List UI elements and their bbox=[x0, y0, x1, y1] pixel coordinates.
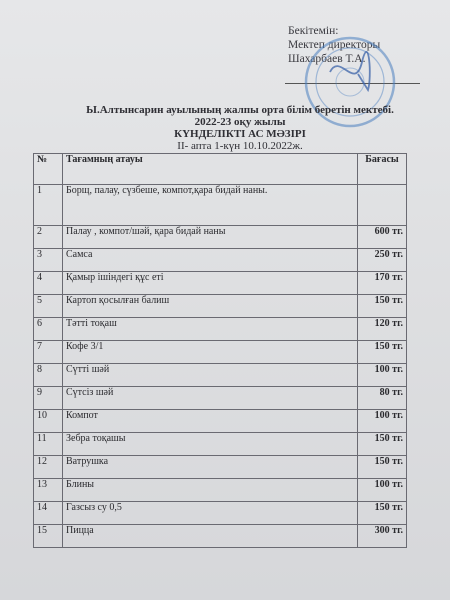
menu-table-body bbox=[34, 185, 407, 548]
table-row bbox=[34, 364, 407, 387]
dish-name: Қамыр ішіндегі құс еті bbox=[63, 272, 358, 295]
table-row bbox=[34, 456, 407, 479]
row-number: 1 bbox=[34, 185, 63, 226]
dish-name: Зебра тоқашы bbox=[63, 433, 358, 456]
row-number: 10 bbox=[34, 410, 63, 433]
dish-name: Картоп қосылған балиш bbox=[63, 295, 358, 318]
academic-year: 2022-23 оқу жылы bbox=[194, 116, 286, 128]
row-number: 14 bbox=[34, 502, 63, 525]
table-row bbox=[34, 479, 407, 502]
dish-price: 150 тг. bbox=[358, 295, 407, 318]
dish-price: 150 тг. bbox=[358, 341, 407, 364]
approval-label: Бекітемін: bbox=[288, 25, 339, 37]
table-row bbox=[34, 341, 407, 364]
menu-subtitle: ІІ- апта 1-күн 10.10.2022ж. bbox=[177, 140, 303, 152]
dish-price: 100 тг. bbox=[358, 364, 407, 387]
table-row bbox=[34, 525, 407, 548]
approval-position: Мектеп директоры bbox=[288, 39, 381, 51]
dish-name: Ватрушка bbox=[63, 456, 358, 479]
dish-price: 120 тг. bbox=[358, 318, 407, 341]
dish-name: Самса bbox=[63, 249, 358, 272]
row-number: 2 bbox=[34, 226, 63, 249]
dish-price: 150 тг. bbox=[358, 502, 407, 525]
row-number: 7 bbox=[34, 341, 63, 364]
column-header-number: № bbox=[34, 154, 63, 185]
dish-price: 600 тг. bbox=[358, 226, 407, 249]
dish-price: 80 тг. bbox=[358, 387, 407, 410]
row-number: 5 bbox=[34, 295, 63, 318]
table-row bbox=[34, 502, 407, 525]
row-number: 13 bbox=[34, 479, 63, 502]
row-number: 4 bbox=[34, 272, 63, 295]
table-row bbox=[34, 249, 407, 272]
table-row bbox=[34, 226, 407, 249]
dish-price: 250 тг. bbox=[358, 249, 407, 272]
dish-name: Пицца bbox=[63, 525, 358, 548]
dish-price: 300 тг. bbox=[358, 525, 407, 548]
dish-price: 150 тг. bbox=[358, 456, 407, 479]
dish-price: 100 тг. bbox=[358, 479, 407, 502]
row-number: 9 bbox=[34, 387, 63, 410]
table-row bbox=[34, 433, 407, 456]
row-number: 3 bbox=[34, 249, 63, 272]
dish-name: Палау , компот/шәй, қара бидай наны bbox=[63, 226, 358, 249]
table-header-row bbox=[34, 154, 407, 185]
row-number: 11 bbox=[34, 433, 63, 456]
table-row bbox=[34, 185, 407, 226]
dish-name: Блины bbox=[63, 479, 358, 502]
dish-name: Кофе 3/1 bbox=[63, 341, 358, 364]
dish-price: 150 тг. bbox=[358, 433, 407, 456]
dish-price: 100 тг. bbox=[358, 410, 407, 433]
dish-name: Компот bbox=[63, 410, 358, 433]
table-row bbox=[34, 387, 407, 410]
dish-price bbox=[358, 185, 407, 226]
school-name: Ы.Алтынсарин ауылының жалпы орта білім беретін мектебі. bbox=[86, 104, 394, 116]
table-row bbox=[34, 272, 407, 295]
row-number: 12 bbox=[34, 456, 63, 479]
row-number: 15 bbox=[34, 525, 63, 548]
table-row bbox=[34, 295, 407, 318]
table-row bbox=[34, 318, 407, 341]
dish-name: Сүтсіз шәй bbox=[63, 387, 358, 410]
dish-name: Борщ, палау, сүзбеше, компот,қара бидай наны. bbox=[63, 185, 358, 226]
dish-name: Газсыз су 0,5 bbox=[63, 502, 358, 525]
menu-table bbox=[33, 153, 407, 548]
dish-name: Сүтті шәй bbox=[63, 364, 358, 387]
table-row bbox=[34, 410, 407, 433]
row-number: 6 bbox=[34, 318, 63, 341]
dish-name: Тәтті тоқаш bbox=[63, 318, 358, 341]
column-header-price: Бағасы bbox=[358, 154, 407, 185]
approval-name: Шахарбаев Т.А. bbox=[288, 53, 366, 65]
row-number: 8 bbox=[34, 364, 63, 387]
column-header-dish: Тағамның атауы bbox=[63, 154, 358, 185]
menu-title: КҮНДЕЛІКТІ АС МӘЗІРІ bbox=[174, 128, 306, 140]
dish-price: 170 тг. bbox=[358, 272, 407, 295]
